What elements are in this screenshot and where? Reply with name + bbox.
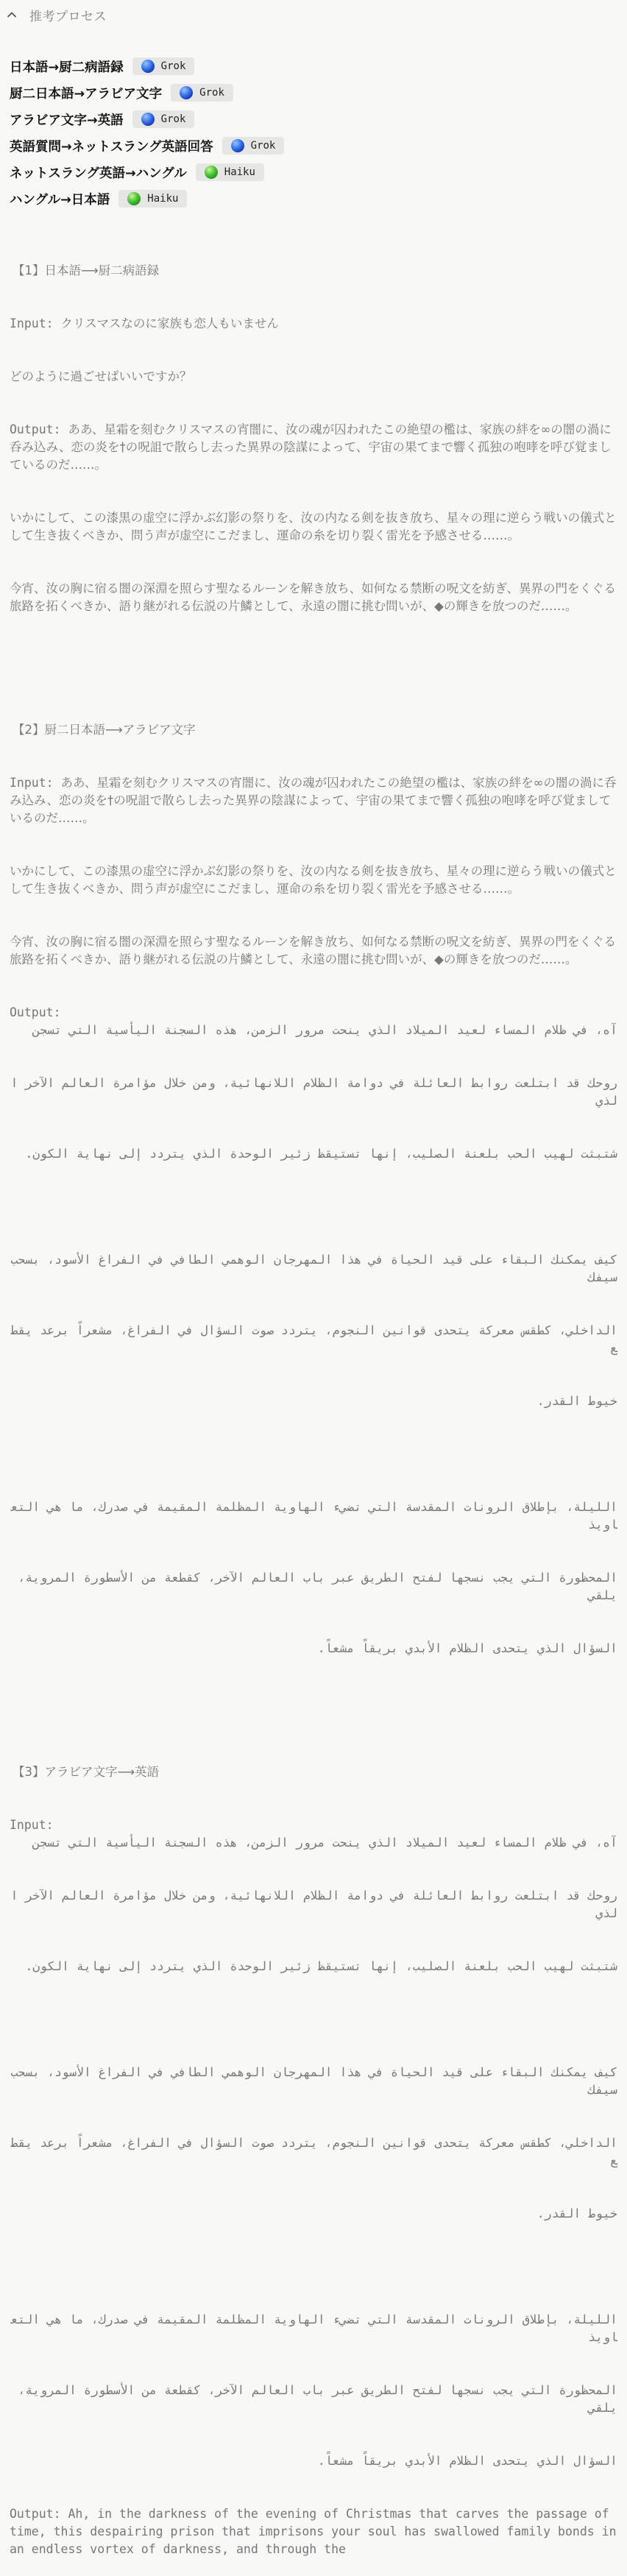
header-label: 推考プロセス: [29, 10, 107, 24]
green-circle-icon: [205, 166, 218, 179]
input-text: ああ、星霜を刻むクリスマスの宵闇に、汝の魂が囚われたこの絶望の檻は、家族の絆を∞の闇の渦に呑み込み、恋の炎を†の呪詛で散らし去った異界の陰謀によって、宇宙の果てまで響く孤独の咆哮を呼び覚ましているのだ……。: [10, 776, 617, 825]
input-paragraph: 今宵、汝の胸に宿る闇の深淵を照らす聖なるルーンを解き放ち、如何なる禁断の呪文を紡ぎ、異界の門をくぐる旅路を拓くべきか、語り継がれる伝説の片鱗として、永遠の闇に挑む問いが、◆の輝きを放つのだ……。: [10, 935, 617, 966]
english-output: [10, 2505, 624, 2558]
pipeline-step: [10, 132, 284, 159]
arabic-line: روحك قد ابتلعت روابط العائلة في دوامة الظلام اللانهائية، ومن خلال مؤامرة العالم الآخر الذي: [10, 1076, 617, 1108]
pipeline-step: [10, 79, 284, 106]
pipeline-steps: [10, 53, 284, 212]
input-text-line: どのように過ごせばいいですか？: [10, 369, 192, 383]
pipeline-step: [10, 159, 284, 185]
process-log: [3, 227, 624, 2576]
input-paragraph: [10, 774, 617, 827]
section-title: 【2】厨二日本語⟶アラビア文字: [13, 723, 196, 737]
input-paragraph: いかにして、この漆黒の虚空に浮かぶ幻影の祭りを、汝の内なる剣を抜き放ち、星々の理に逆らう戦いの儀式として生き抜くべきか、問う声が虚空にこだまし、運命の糸を切り裂く雷光を予感させる……。: [10, 864, 617, 896]
step-label: ネットスラング英語→ハングル: [10, 166, 187, 181]
model-badge: [222, 137, 285, 155]
arabic-line: السؤال الذي يتحدى الظلام الأبدي بريقاً مشعاً.: [317, 2454, 617, 2468]
arabic-line: كيف يمكنك البقاء على قيد الحياة في هذا المهرجان الوهمي الطافي في الفراغ الأسود، بسحب سيفك: [3, 1253, 617, 1284]
pipeline-step: [10, 53, 284, 79]
arabic-line: شتبثت لهيب الحب بلعنة الصليب، إنها تستيقظ زئير الوحدة الذي يتردد إلى نهاية الكون.: [25, 1147, 617, 1161]
arabic-line: الداخلي، كطقس معركة يتحدى قوانين النجوم، يتردد صوت السؤال في الفراغ، مشعراً برعد يقطع: [10, 2136, 617, 2168]
arabic-line: الداخلي، كطقس معركة يتحدى قوانين النجوم، يتردد صوت السؤال في الفراغ، مشعراً برعد يقطع: [10, 1323, 617, 1355]
model-name: Haiku: [147, 193, 179, 205]
step-label: ハングル→日本語: [10, 192, 110, 208]
pipeline-step: [10, 185, 284, 212]
arabic-line: شتبثت لهيب الحب بلعنة الصليب، إنها تستيقظ زئير الوحدة الذي يتردد إلى نهاية الكون.: [25, 1959, 617, 1973]
input-line: [10, 315, 617, 333]
model-badge: [171, 84, 233, 102]
arabic-line: خيوط القدر.: [536, 2207, 617, 2221]
model-name: Grok: [160, 60, 186, 72]
output-prefix: Output:: [10, 2507, 68, 2521]
blue-circle-icon: [180, 86, 193, 99]
output-prefix-line: Output:: [10, 1005, 68, 1019]
section-title: 【1】日本語⟶厨二病語録: [13, 263, 160, 277]
arabic-line: السؤال الذي يتحدى الظلام الأبدي بريقاً مشعاً.: [317, 1641, 617, 1655]
green-circle-icon: [127, 192, 141, 205]
output-paragraph: [10, 421, 617, 474]
chevron-up-icon[interactable]: [6, 9, 18, 21]
step-label: アラビア文字→英語: [10, 113, 124, 128]
model-badge: [118, 190, 187, 208]
section-title: 【3】アラビア文字⟶英語: [13, 1765, 160, 1779]
arabic-line: المحظورة التي يجب نسجها لفتح الطريق عبر باب العالم الآخر، كقطعة من الأسطورة المروية، يلقي: [10, 1571, 617, 1602]
arabic-line: المحظورة التي يجب نسجها لفتح الطريق عبر باب العالم الآخر، كقطعة من الأسطورة المروية، يلقي: [10, 2383, 617, 2415]
arabic-line: الليلة، بإطلاق الرونات المقدسة التي تضيء الهاوية المظلمة المقيمة في صدرك، ما هي التعاويذ: [10, 2313, 617, 2344]
arabic-line: كيف يمكنك البقاء على قيد الحياة في هذا المهرجان الوهمي الطافي في الفراغ الأسود، بسحب سيفك: [3, 2065, 617, 2097]
blue-circle-icon: [141, 60, 155, 73]
input-text: クリスマスなのに家族も恋人もいません: [60, 316, 279, 330]
model-name: Haiku: [224, 166, 255, 178]
arabic-line: آه، في ظلام المساء لعيد الميلاد الذي ينحت مرور الزمن، هذه السجنة اليأسية التي تسجن: [32, 1836, 617, 1850]
blue-circle-icon: [141, 113, 155, 126]
input-prefix: Input:: [10, 776, 61, 790]
arabic-line: الليلة، بإطلاق الرونات المقدسة التي تضيء الهاوية المظلمة المقيمة في صدرك، ما هي التعاويذ: [10, 1500, 617, 1532]
input-prefix-line: Input:: [10, 1818, 61, 1832]
output-text: Ah, in the darkness of the evening of Christmas that carves the passage of time, this despairing prison that imprisons your soul has swallowed family bonds in an endless vortex of darkness, and through the: [10, 2507, 624, 2556]
arabic-line: خيوط القدر.: [536, 1394, 617, 1408]
arabic-line: روحك قد ابتلعت روابط العائلة في دوامة الظلام اللانهائية، ومن خلال مؤامرة العالم الآخر الذي: [10, 1889, 617, 1920]
reasoning-process-header[interactable]: [0, 0, 627, 29]
model-name: Grok: [160, 113, 186, 125]
output-prefix: Output:: [10, 422, 68, 436]
output-paragraph: 今宵、汝の胸に宿る闇の深淵を照らす聖なるルーンを解き放ち、如何なる禁断の呪文を紡ぎ、異界の門をくぐる旅路を拓くべきか、語り継がれる伝説の片鱗として、永遠の闇に挑む問いが、◆の輝きを放つのだ……。: [10, 581, 617, 613]
arabic-line: آه، في ظلام المساء لعيد الميلاد الذي ينحت مرور الزمن، هذه السجنة اليأسية التي تسجن: [32, 1023, 617, 1037]
step-label: 日本語→厨二病語録: [10, 60, 124, 75]
step-label: 厨二日本語→アラビア文字: [10, 86, 163, 102]
output-paragraph: いかにして、この漆黒の虚空に浮かぶ幻影の祭りを、汝の内なる剣を抜き放ち、星々の理に逆らう戦いの儀式として生き抜くべきか、問う声が虚空にこだまし、運命の糸を切り裂く雷光を予感させる……。: [10, 511, 617, 542]
blue-circle-icon: [231, 139, 244, 152]
model-badge: [132, 110, 195, 128]
model-badge: [132, 57, 195, 75]
output-text: ああ、星霜を刻むクリスマスの宵闇に、汝の魂が囚われたこの絶望の檻は、家族の絆を∞の闇の渦に呑み込み、恋の炎を†の呪詛で散らし去った異界の陰謀によって、宇宙の果てまで響く孤独の咆哮を呼び覚ましているのだ……。: [10, 422, 612, 472]
model-name: Grok: [250, 140, 276, 152]
model-name: Grok: [199, 87, 224, 99]
model-badge: [196, 163, 264, 181]
input-prefix: Input:: [10, 316, 61, 330]
pipeline-step: [10, 106, 284, 132]
step-label: 英語質問→ネットスラング英語回答: [10, 139, 213, 155]
